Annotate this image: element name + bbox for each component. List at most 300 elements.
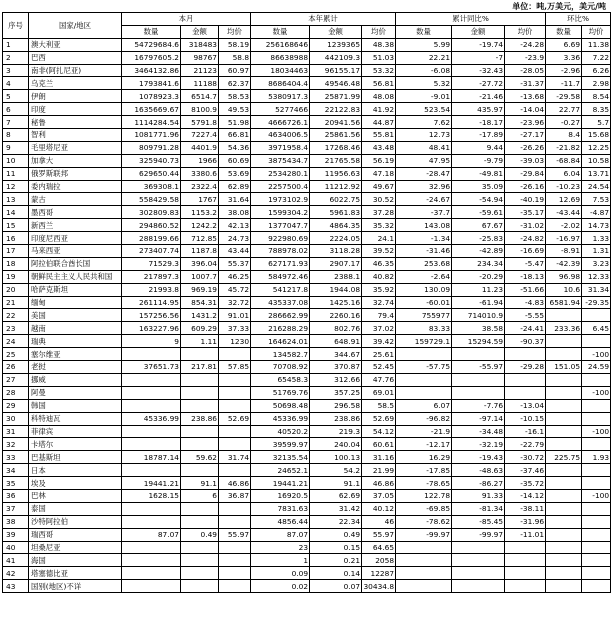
table-cell: 46.86 xyxy=(362,477,396,490)
unit-note: 单位：吨,万美元，美元/吨 xyxy=(512,1,606,11)
table-cell: -100 xyxy=(582,489,611,502)
header-group-month: 本月 xyxy=(122,13,251,26)
table-cell: -24.82 xyxy=(505,232,546,245)
table-cell xyxy=(546,348,582,361)
row-seq-cell: 7 xyxy=(3,116,29,129)
table-cell: 11.38 xyxy=(582,38,611,51)
table-cell xyxy=(546,489,582,502)
table-cell: 256168646 xyxy=(251,38,310,51)
table-cell: 46.86 xyxy=(219,477,251,490)
row-country-cell: 瑞典 xyxy=(29,335,122,348)
table-cell xyxy=(546,477,582,490)
table-cell: 52.69 xyxy=(219,412,251,425)
table-cell: 1431.2 xyxy=(181,309,219,322)
header-sub: 均价 xyxy=(582,25,611,38)
table-cell: 854.31 xyxy=(181,296,219,309)
table-cell xyxy=(452,348,505,361)
row-seq-cell: 18 xyxy=(3,257,29,270)
table-cell: 1.33 xyxy=(582,232,611,245)
table-cell xyxy=(546,464,582,477)
table-cell: 788978.02 xyxy=(251,245,310,258)
table-cell: 7831.63 xyxy=(251,502,310,515)
table-cell: 3.23 xyxy=(582,257,611,270)
row-country-cell: 哈萨克斯坦 xyxy=(29,283,122,296)
table-cell: 1081771.96 xyxy=(122,129,181,142)
table-cell: 1.93 xyxy=(582,451,611,464)
table-cell: 39.42 xyxy=(362,335,396,348)
table-row xyxy=(3,245,611,258)
table-cell xyxy=(181,580,219,593)
table-cell: 2907.17 xyxy=(310,257,362,270)
table-cell: 65458.3 xyxy=(251,373,310,386)
row-country-cell: 加拿大 xyxy=(29,154,122,167)
table-cell xyxy=(582,399,611,412)
table-cell: 318483 xyxy=(181,38,219,51)
table-cell xyxy=(546,373,582,386)
table-cell: 86638988 xyxy=(251,51,310,64)
table-cell: 4856.44 xyxy=(251,515,310,528)
table-row xyxy=(3,335,611,348)
table-cell: 1187.8 xyxy=(181,245,219,258)
row-seq-cell: 36 xyxy=(3,489,29,502)
table-cell: -4.87 xyxy=(582,206,611,219)
table-cell: 24.73 xyxy=(219,232,251,245)
row-seq-cell: 39 xyxy=(3,528,29,541)
table-cell: 122.78 xyxy=(396,489,452,502)
table-cell: 83.33 xyxy=(396,322,452,335)
table-cell: -27.72 xyxy=(452,77,505,90)
table-cell: 6581.94 xyxy=(546,296,582,309)
table-cell: 47.95 xyxy=(396,154,452,167)
row-country-cell: 瑞西哥 xyxy=(29,528,122,541)
table-cell xyxy=(582,335,611,348)
row-country-cell: 澳大利亚 xyxy=(29,38,122,51)
table-cell: 1078923.3 xyxy=(122,90,181,103)
table-cell: 922980.69 xyxy=(251,232,310,245)
table-cell: -14.04 xyxy=(505,103,546,116)
table-row xyxy=(3,322,611,335)
table-cell xyxy=(582,373,611,386)
table-cell: 302809.83 xyxy=(122,206,181,219)
table-cell: 5.32 xyxy=(396,77,452,90)
table-cell: 1966 xyxy=(181,154,219,167)
table-cell: -29.58 xyxy=(546,90,582,103)
row-seq-cell: 43 xyxy=(3,580,29,593)
table-cell: 2388.1 xyxy=(310,270,362,283)
table-cell: 12287 xyxy=(362,567,396,580)
table-cell: 31.16 xyxy=(362,451,396,464)
table-cell xyxy=(219,567,251,580)
table-cell: 344.67 xyxy=(310,348,362,361)
table-cell: 0.49 xyxy=(310,528,362,541)
table-cell: -5.55 xyxy=(505,309,546,322)
table-cell: 32135.54 xyxy=(251,451,310,464)
row-seq-cell: 8 xyxy=(3,129,29,142)
table-cell: 47.18 xyxy=(362,167,396,180)
table-cell: 45336.99 xyxy=(122,412,181,425)
table-cell xyxy=(582,554,611,567)
table-cell: 969.19 xyxy=(181,283,219,296)
table-row xyxy=(3,464,611,477)
table-cell: 3971958.4 xyxy=(251,141,310,154)
table-cell: -1.34 xyxy=(396,232,452,245)
table-cell: 60.61 xyxy=(362,438,396,451)
table-cell: 58.5 xyxy=(362,399,396,412)
table-row xyxy=(3,489,611,502)
table-cell: 16797605.2 xyxy=(122,51,181,64)
table-cell: -40.19 xyxy=(505,193,546,206)
header-sub: 金额 xyxy=(181,25,219,38)
table-cell: 69.01 xyxy=(362,386,396,399)
table-cell: 1973102.9 xyxy=(251,193,310,206)
table-cell: 43.44 xyxy=(219,245,251,258)
table-cell: 24.54 xyxy=(582,180,611,193)
table-cell: 46.35 xyxy=(362,257,396,270)
table-cell: 0.02 xyxy=(251,580,310,593)
table-cell: -23.9 xyxy=(505,51,546,64)
table-cell: 6.04 xyxy=(546,167,582,180)
table-cell xyxy=(505,580,546,593)
table-cell xyxy=(181,386,219,399)
row-country-cell: 塞尔维亚 xyxy=(29,348,122,361)
table-cell: -10.15 xyxy=(505,412,546,425)
table-row xyxy=(3,64,611,77)
table-cell: 36.87 xyxy=(219,489,251,502)
table-cell: -100 xyxy=(582,425,611,438)
table-cell xyxy=(219,464,251,477)
table-cell: 288199.66 xyxy=(122,232,181,245)
table-cell: -78.62 xyxy=(396,515,452,528)
table-row xyxy=(3,270,611,283)
table-cell: -4.83 xyxy=(505,296,546,309)
table-cell: 9.44 xyxy=(452,141,505,154)
table-cell: -29.35 xyxy=(582,296,611,309)
table-cell: 31.74 xyxy=(219,451,251,464)
table-cell: 4864.35 xyxy=(310,219,362,232)
table-cell: 54.12 xyxy=(362,425,396,438)
table-cell: 2534280.1 xyxy=(251,167,310,180)
table-cell: 11212.92 xyxy=(310,180,362,193)
table-cell: 39599.97 xyxy=(251,438,310,451)
table-cell: 25871.99 xyxy=(310,90,362,103)
table-cell xyxy=(582,515,611,528)
table-cell xyxy=(505,554,546,567)
table-cell xyxy=(582,464,611,477)
header-sub: 数量 xyxy=(546,25,582,38)
table-cell: 32.96 xyxy=(396,180,452,193)
row-seq-cell: 37 xyxy=(3,502,29,515)
table-cell: 627171.93 xyxy=(251,257,310,270)
table-cell: 4401.9 xyxy=(181,141,219,154)
row-seq-cell: 30 xyxy=(3,412,29,425)
table-cell: 1628.15 xyxy=(122,489,181,502)
table-row xyxy=(3,361,611,374)
table-cell: 71529.3 xyxy=(122,257,181,270)
table-cell: 58.19 xyxy=(219,38,251,51)
table-cell: 31.34 xyxy=(582,283,611,296)
table-cell: 2.98 xyxy=(582,77,611,90)
table-cell: -85.45 xyxy=(452,515,505,528)
row-country-cell: 韩国 xyxy=(29,399,122,412)
table-cell: 12.25 xyxy=(582,141,611,154)
row-country-cell: 秘鲁 xyxy=(29,116,122,129)
table-cell: -57.75 xyxy=(396,361,452,374)
table-cell: 55.81 xyxy=(362,129,396,142)
table-cell: 17268.46 xyxy=(310,141,362,154)
table-row xyxy=(3,567,611,580)
table-cell: -17.89 xyxy=(452,129,505,142)
table-cell: 25861.56 xyxy=(310,129,362,142)
table-cell xyxy=(452,567,505,580)
table-cell: 59.62 xyxy=(181,451,219,464)
table-cell: 2322.4 xyxy=(181,180,219,193)
table-cell: 18034463 xyxy=(251,64,310,77)
table-cell: 49.53 xyxy=(219,103,251,116)
row-seq-cell: 17 xyxy=(3,245,29,258)
row-country-cell: 菲律宾 xyxy=(29,425,122,438)
table-cell: -9.79 xyxy=(452,154,505,167)
table-cell xyxy=(582,580,611,593)
table-cell: -42.39 xyxy=(546,257,582,270)
table-cell: 22.77 xyxy=(546,103,582,116)
table-cell xyxy=(122,515,181,528)
table-cell xyxy=(122,348,181,361)
table-cell: 70708.92 xyxy=(251,361,310,374)
table-cell xyxy=(181,554,219,567)
table-cell xyxy=(181,399,219,412)
table-cell: 261114.95 xyxy=(122,296,181,309)
row-country-cell: 委内瑞拉 xyxy=(29,180,122,193)
table-cell: 64.65 xyxy=(362,541,396,554)
table-cell: 1635669.67 xyxy=(122,103,181,116)
table-cell: 1793841.6 xyxy=(122,77,181,90)
table-cell: 3380.6 xyxy=(181,167,219,180)
row-country-cell: 塔塞德比亚 xyxy=(29,567,122,580)
table-cell: 37.02 xyxy=(362,322,396,335)
table-cell xyxy=(219,515,251,528)
table-cell: -100 xyxy=(582,386,611,399)
table-cell xyxy=(546,386,582,399)
row-country-cell: 挪威 xyxy=(29,373,122,386)
row-country-cell: 朝鲜民主主义人民共和国 xyxy=(29,270,122,283)
row-seq-cell: 5 xyxy=(3,90,29,103)
table-cell: -55.97 xyxy=(452,361,505,374)
table-cell xyxy=(122,464,181,477)
table-cell: 16920.5 xyxy=(251,489,310,502)
table-cell: 87.07 xyxy=(122,528,181,541)
table-cell: 6.45 xyxy=(582,322,611,335)
table-row xyxy=(3,180,611,193)
table-cell: -2.02 xyxy=(546,219,582,232)
table-cell: 151.05 xyxy=(546,361,582,374)
row-seq-cell: 24 xyxy=(3,335,29,348)
table-cell: 5961.83 xyxy=(310,206,362,219)
table-row xyxy=(3,257,611,270)
table-cell: 8.35 xyxy=(582,103,611,116)
table-cell: -9.01 xyxy=(396,90,452,103)
table-cell xyxy=(181,425,219,438)
table-cell: 37.05 xyxy=(362,489,396,502)
table-row xyxy=(3,51,611,64)
table-cell: -19.43 xyxy=(452,451,505,464)
table-row xyxy=(3,129,611,142)
table-cell: 12.33 xyxy=(582,270,611,283)
table-cell: -42.89 xyxy=(452,245,505,258)
table-cell: -99.97 xyxy=(396,528,452,541)
header-country: 国家/地区 xyxy=(29,13,122,39)
table-cell: 91.1 xyxy=(310,477,362,490)
table-cell xyxy=(546,580,582,593)
table-cell: 21765.58 xyxy=(310,154,362,167)
table-cell: 37.28 xyxy=(362,206,396,219)
table-cell: 5.99 xyxy=(396,38,452,51)
table-cell xyxy=(122,399,181,412)
row-country-cell: 科特迪瓦 xyxy=(29,412,122,425)
table-cell xyxy=(452,580,505,593)
row-seq-cell: 25 xyxy=(3,348,29,361)
row-seq-cell: 31 xyxy=(3,425,29,438)
table-cell xyxy=(396,386,452,399)
row-seq-cell: 35 xyxy=(3,477,29,490)
header-sub: 数量 xyxy=(122,25,181,38)
header-sub: 均价 xyxy=(362,25,396,38)
table-cell: 1425.16 xyxy=(310,296,362,309)
table-cell xyxy=(181,567,219,580)
table-cell xyxy=(582,541,611,554)
table-cell xyxy=(219,373,251,386)
table-cell: 6.69 xyxy=(546,38,582,51)
table-cell: 1 xyxy=(251,554,310,567)
table-cell: 53.69 xyxy=(219,167,251,180)
row-country-cell: 海国 xyxy=(29,554,122,567)
table-cell: 5791.8 xyxy=(181,116,219,129)
row-country-cell: 巴基斯坦 xyxy=(29,451,122,464)
table-cell: -35.17 xyxy=(505,206,546,219)
table-cell xyxy=(505,373,546,386)
table-cell: 55.97 xyxy=(219,528,251,541)
table-row xyxy=(3,528,611,541)
table-cell: 1599304.2 xyxy=(251,206,310,219)
table-cell: 3875434.7 xyxy=(251,154,310,167)
row-seq-cell: 14 xyxy=(3,206,29,219)
table-cell xyxy=(505,348,546,361)
row-seq-cell: 28 xyxy=(3,386,29,399)
table-cell: 253.68 xyxy=(396,257,452,270)
table-cell: 54.36 xyxy=(219,141,251,154)
table-cell: -96.82 xyxy=(396,412,452,425)
table-cell xyxy=(582,528,611,541)
row-country-cell: 泰国 xyxy=(29,502,122,515)
table-row xyxy=(3,206,611,219)
row-seq-cell: 41 xyxy=(3,554,29,567)
import-stats-table xyxy=(2,12,611,593)
row-country-cell: 阿拉伯联合酋长国 xyxy=(29,257,122,270)
table-cell: 216288.29 xyxy=(251,322,310,335)
table-cell: 233.36 xyxy=(546,322,582,335)
table-cell xyxy=(122,386,181,399)
row-seq-cell: 16 xyxy=(3,232,29,245)
table-cell: 67.67 xyxy=(452,219,505,232)
table-cell xyxy=(546,438,582,451)
table-cell: 134582.7 xyxy=(251,348,310,361)
table-cell: 12.73 xyxy=(396,129,452,142)
table-cell: 10.58 xyxy=(582,154,611,167)
table-cell: 40520.2 xyxy=(251,425,310,438)
table-cell: 35.09 xyxy=(452,180,505,193)
row-country-cell: 马来西亚 xyxy=(29,245,122,258)
table-cell xyxy=(546,425,582,438)
table-cell xyxy=(396,567,452,580)
table-row xyxy=(3,386,611,399)
table-cell: 20941.56 xyxy=(310,116,362,129)
table-cell xyxy=(505,386,546,399)
table-row xyxy=(3,296,611,309)
table-cell xyxy=(122,502,181,515)
table-cell: 294860.52 xyxy=(122,219,181,232)
table-cell: 51.03 xyxy=(362,51,396,64)
table-cell xyxy=(396,541,452,554)
table-cell: 802.76 xyxy=(310,322,362,335)
table-cell xyxy=(181,502,219,515)
table-row xyxy=(3,348,611,361)
table-cell: 96155.17 xyxy=(310,64,362,77)
table-cell: 11.23 xyxy=(452,283,505,296)
table-cell: -24.67 xyxy=(396,193,452,206)
table-cell xyxy=(181,515,219,528)
table-cell xyxy=(582,502,611,515)
table-cell: 62.37 xyxy=(219,77,251,90)
table-cell: -7.76 xyxy=(452,399,505,412)
table-cell: -18.13 xyxy=(505,270,546,283)
table-row xyxy=(3,451,611,464)
header-sub: 均价 xyxy=(219,25,251,38)
table-cell xyxy=(181,373,219,386)
table-cell: 217897.3 xyxy=(122,270,181,283)
table-cell xyxy=(546,309,582,322)
table-row xyxy=(3,554,611,567)
table-cell: -31.02 xyxy=(505,219,546,232)
table-cell: -30.72 xyxy=(505,451,546,464)
row-country-cell: 坦桑尼亚 xyxy=(29,541,122,554)
table-cell: -27.17 xyxy=(505,129,546,142)
row-country-cell: 阿曼 xyxy=(29,386,122,399)
table-cell: -16.69 xyxy=(505,245,546,258)
table-cell: 10.6 xyxy=(546,283,582,296)
table-cell: 51769.76 xyxy=(251,386,310,399)
table-cell: 21123 xyxy=(181,64,219,77)
table-cell xyxy=(396,348,452,361)
row-country-cell: 越南 xyxy=(29,322,122,335)
table-cell: -35.72 xyxy=(505,477,546,490)
table-cell xyxy=(546,554,582,567)
table-cell: -24.41 xyxy=(505,322,546,335)
table-cell: 442109.3 xyxy=(310,51,362,64)
table-cell: 8100.9 xyxy=(181,103,219,116)
table-cell: 31.42 xyxy=(310,502,362,515)
table-cell: 100.13 xyxy=(310,451,362,464)
table-cell: 370.87 xyxy=(310,361,362,374)
table-cell: 369308.1 xyxy=(122,180,181,193)
row-country-cell: 巴林 xyxy=(29,489,122,502)
row-seq-cell: 33 xyxy=(3,451,29,464)
table-cell: 38.08 xyxy=(219,206,251,219)
table-cell: 16.29 xyxy=(396,451,452,464)
table-cell: 52.69 xyxy=(362,412,396,425)
table-cell: 8686404.4 xyxy=(251,77,310,90)
row-seq-cell: 10 xyxy=(3,154,29,167)
table-cell: 32.72 xyxy=(219,296,251,309)
row-seq-cell: 9 xyxy=(3,141,29,154)
